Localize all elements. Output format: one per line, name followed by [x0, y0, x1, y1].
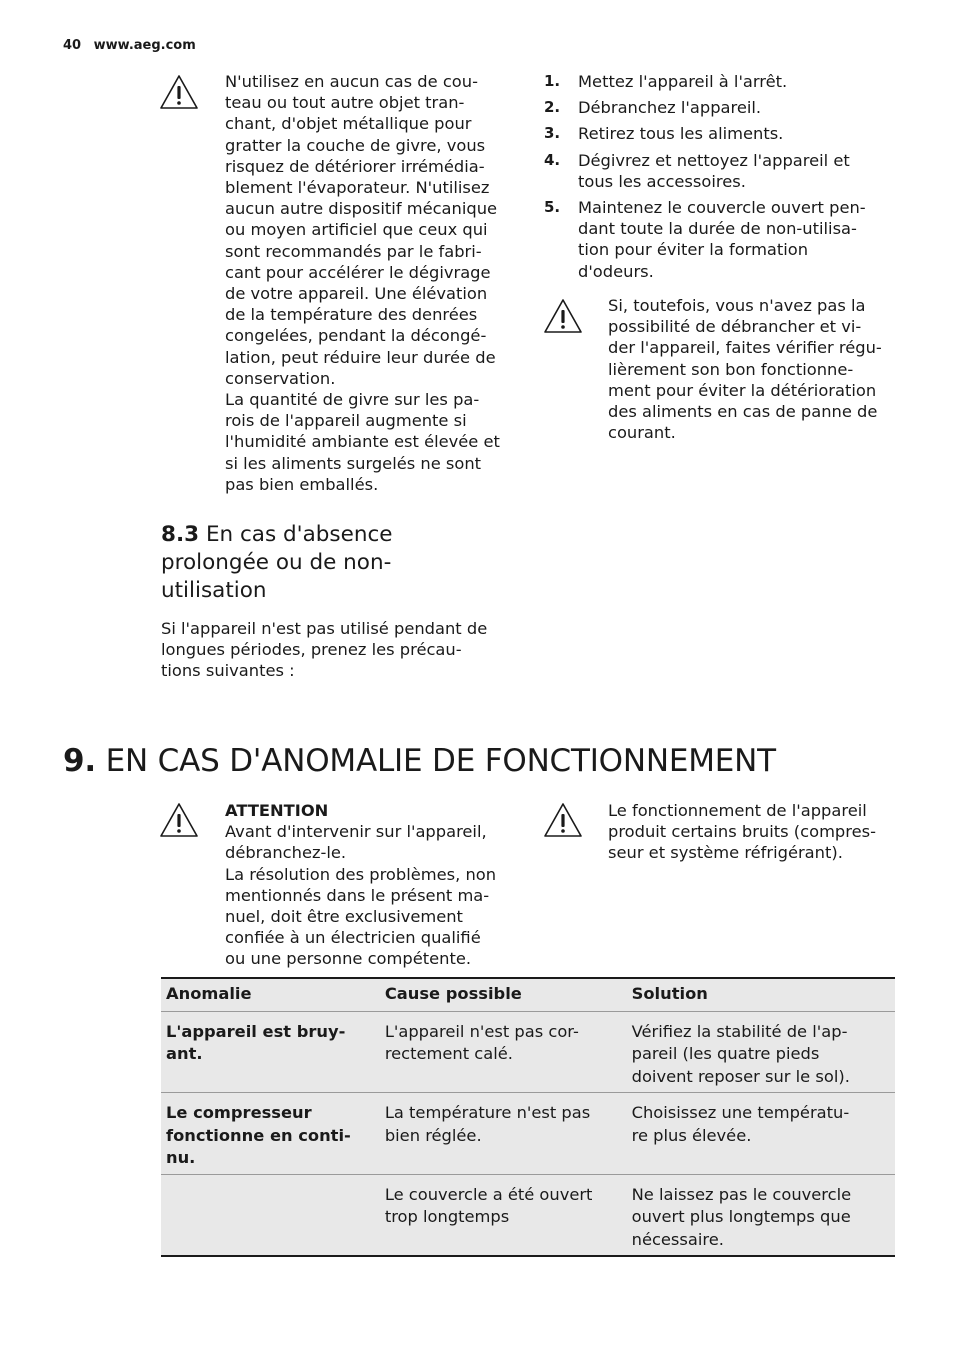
step-text-line: Maintenez le couvercle ouvert pen-	[578, 198, 866, 218]
text-line: si les aliments surgelés ne sont	[225, 453, 482, 473]
troubleshooting-table	[161, 977, 895, 1257]
table-row	[161, 1174, 895, 1256]
step-item	[544, 71, 884, 92]
step-number: 5.	[544, 198, 561, 217]
cell-solution	[627, 1093, 895, 1175]
step-item	[544, 150, 884, 192]
warning-triangle-icon	[159, 74, 199, 110]
page-header	[63, 38, 196, 53]
table-row	[161, 1011, 895, 1093]
text-line: ment pour éviter la détérioration	[608, 380, 877, 400]
text-line: sont recommandés par le fabri-	[225, 241, 482, 261]
cell-text-line: Le compresseur	[166, 1103, 312, 1122]
text-line: Si, toutefois, vous n'avez pas la	[608, 296, 866, 315]
step-text-line: d'odeurs.	[578, 261, 654, 281]
attention-title: ATTENTION	[225, 801, 329, 820]
text-line: blement l'évaporateur. N'utilisez	[225, 178, 490, 198]
text-line: La quantité de givre sur les pa-	[225, 390, 480, 410]
cell-solution	[627, 1011, 895, 1093]
title-line: En cas d'absence	[205, 522, 393, 547]
text-line: nuel, doit être exclusivement	[225, 907, 463, 927]
cell-text-line: L'appareil n'est pas cor-	[384, 1021, 579, 1041]
steps-list	[544, 71, 884, 282]
text-line: débranchez-le.	[225, 843, 347, 863]
text-line: gratter la couche de givre, vous	[225, 135, 486, 155]
text-line: pas bien emballés.	[225, 474, 379, 494]
cell-text-line: Vérifiez la stabilité de l'ap-	[631, 1021, 848, 1041]
cell-cause	[380, 1011, 627, 1093]
warning-triangle-icon	[543, 802, 583, 838]
step-text-line: Débranchez l'appareil.	[578, 98, 762, 118]
cell-text-line: doivent reposer sur le sol).	[631, 1066, 850, 1086]
text-line: courant.	[608, 423, 676, 443]
cell-text-line: ouvert plus longtemps que	[631, 1207, 851, 1226]
text-line: der l'appareil, faites vérifier régu-	[608, 338, 882, 358]
text-line: ou une personne compétente.	[225, 949, 472, 969]
text-line: de la température des denrées	[225, 305, 478, 325]
text-line: mentionnés dans le présent ma-	[225, 885, 490, 905]
text-line: conservation.	[225, 368, 336, 388]
step-number: 1.	[544, 72, 561, 90]
text-line: produit certains bruits (compres-	[608, 822, 876, 842]
warning-text-unplug	[608, 295, 908, 443]
title-line: utilisation	[161, 578, 267, 603]
cell-text-line: L'appareil est bruy-	[166, 1021, 346, 1041]
text-line: de votre appareil. Une élévation	[225, 284, 488, 304]
column-header-anomalie: Anomalie	[161, 978, 380, 1011]
text-line: Avant d'intervenir sur l'appareil,	[225, 822, 487, 842]
section-9-heading	[63, 741, 776, 781]
cell-text-line: Le couvercle a été ouvert	[384, 1184, 593, 1204]
text-line: ou moyen artificiel que ceux qui	[225, 220, 488, 240]
text-line: rois de l'appareil augmente si	[225, 411, 467, 431]
step-text-line: dant toute la durée de non-utilisa-	[578, 219, 857, 239]
cell-cause	[380, 1093, 627, 1175]
cell-anomalie	[161, 1011, 380, 1093]
warning-triangle-icon	[543, 298, 583, 334]
cell-text-line: ant.	[166, 1044, 203, 1063]
section-8-3-heading	[161, 521, 481, 605]
section-intro-text	[161, 618, 521, 682]
step-text-line: tion pour éviter la formation	[578, 240, 809, 260]
text-line: possibilité de débrancher et vi-	[608, 317, 862, 337]
section-title: EN CAS D'ANOMALIE DE FONCTIONNEMENT	[105, 743, 776, 779]
step-item	[544, 123, 884, 144]
text-line: seur et système réfrigérant).	[608, 843, 843, 863]
step-number: 2.	[544, 98, 561, 117]
text-line: La résolution des problèmes, non	[225, 864, 497, 884]
cell-text-line: pareil (les quatre pieds	[631, 1044, 820, 1063]
column-header-solution: Solution	[627, 978, 895, 1011]
cell-text-line: La température n'est pas	[384, 1103, 591, 1122]
cell-text-line: bien réglée.	[384, 1125, 482, 1145]
cell-solution	[627, 1174, 895, 1256]
step-item	[544, 197, 884, 282]
step-text-line: tous les accessoires.	[578, 171, 746, 191]
text-line: tions suivantes :	[161, 661, 295, 681]
column-header-cause: Cause possible	[380, 978, 627, 1011]
cell-text-line: rectement calé.	[384, 1044, 513, 1063]
cell-text-line: fonctionne en conti-	[166, 1125, 351, 1145]
cell-text-line: nu.	[166, 1148, 196, 1167]
title-line: prolongée ou de non-	[161, 550, 392, 575]
text-line: confiée à un électricien qualifié	[225, 928, 481, 948]
warning-triangle-icon	[159, 802, 199, 838]
text-line: teau ou tout autre objet tran-	[225, 93, 465, 113]
text-line: risquez de détériorer irrémédia-	[225, 156, 485, 176]
step-item	[544, 97, 884, 118]
cell-text-line: trop longtemps	[384, 1207, 510, 1226]
step-number: 3.	[544, 124, 561, 143]
cell-anomalie	[161, 1174, 380, 1256]
step-number: 4.	[544, 150, 561, 169]
cell-text-line: Ne laissez pas le couvercle	[631, 1184, 852, 1204]
text-line: l'humidité ambiante est élevée et	[225, 432, 500, 452]
table-header-row	[161, 978, 895, 1011]
steps-list-container	[544, 71, 884, 287]
site-url: www.aeg.com	[93, 38, 196, 53]
warning-text-noise	[608, 800, 908, 864]
page-number: 40	[63, 38, 82, 53]
text-line: cant pour accélérer le dégivrage	[225, 262, 491, 282]
step-text-line: Mettez l'appareil à l'arrêt.	[578, 72, 788, 91]
text-line: Si l'appareil n'est pas utilisé pendant de	[161, 619, 488, 638]
attention-text	[225, 821, 525, 969]
text-line: lation, peut réduire leur durée de	[225, 347, 496, 367]
text-line: aucun autre dispositif mécanique	[225, 199, 498, 219]
text-line: longues périodes, prenez les précau-	[161, 640, 462, 660]
step-text-line: Retirez tous les aliments.	[578, 124, 784, 144]
text-line: congelées, pendant la décongé-	[225, 326, 487, 346]
table-row	[161, 1093, 895, 1175]
cell-cause	[380, 1174, 627, 1256]
text-line: Le fonctionnement de l'appareil	[608, 801, 867, 820]
attention-warning	[225, 800, 525, 970]
section-number: 9.	[63, 743, 96, 779]
cell-text-line: nécessaire.	[631, 1229, 724, 1249]
section-number: 8.3	[161, 522, 200, 547]
step-text-line: Dégivrez et nettoyez l'appareil et	[578, 150, 850, 170]
cell-text-line: Choisissez une températu-	[631, 1103, 850, 1122]
cell-text-line: re plus élevée.	[631, 1125, 752, 1145]
text-line: chant, d'objet métallique pour	[225, 114, 472, 134]
cell-anomalie	[161, 1093, 380, 1175]
warning-text-evaporator	[225, 71, 525, 495]
text-line: des aliments en cas de panne de	[608, 402, 878, 422]
text-line: N'utilisez en aucun cas de cou-	[225, 72, 478, 91]
text-line: lièrement son bon fonctionne-	[608, 359, 854, 379]
